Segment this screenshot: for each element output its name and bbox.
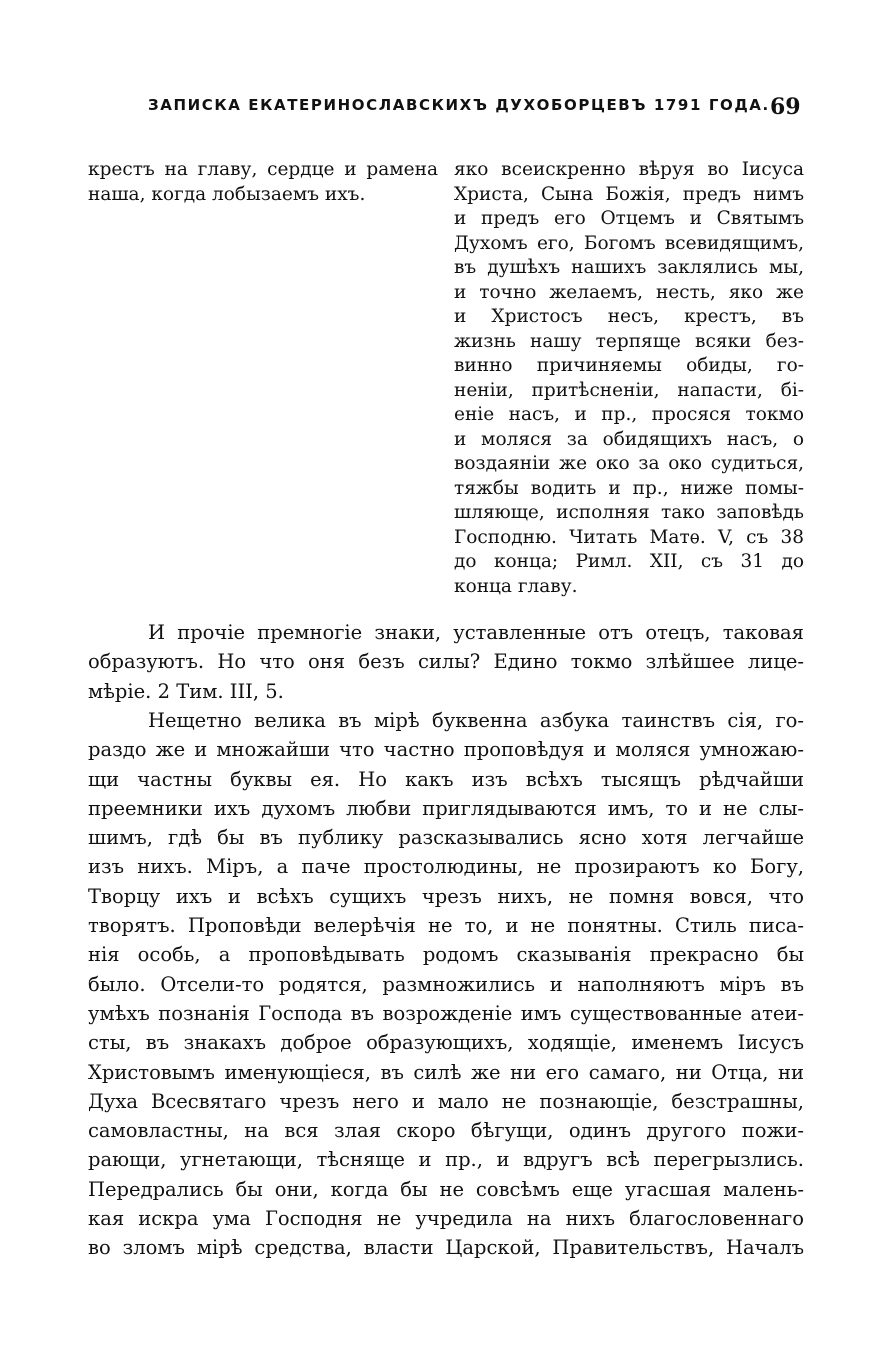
text-line: и предъ его Отцемъ и Святымъ	[454, 208, 804, 229]
text-line: было. Отсели-то родятся, размножились и наполняютъ міръ въ	[88, 972, 804, 996]
text-line: умѣхъ познанія Господа въ возрожденіе имъ существованные атеи-	[88, 1001, 804, 1025]
running-header: ЗАПИСКА ЕКАТЕРИНОСЛАВСКИХЪ ДУХОБОРЦЕВЪ 1791 ГОДА.	[148, 96, 770, 114]
text-line: щи частны буквы ея. Но какъ изъ всѣхъ тысящъ рѣдчайши	[88, 767, 804, 791]
text-line: еніе насъ, и пр., просяся токмо	[454, 404, 804, 425]
text-line: во зломъ мірѣ средства, власти Царской, Правительствъ, Началъ	[88, 1236, 804, 1260]
text-line: самовластны, на вся злая скоро бѣгущи, одинъ другого пожи-	[88, 1119, 804, 1143]
text-line: и моляся за обидящихъ насъ, о	[454, 428, 804, 450]
text-line: и Христосъ несъ, крестъ, въ	[454, 306, 804, 327]
text-line: образуютъ. Но что оня безъ силы? Едино токмо злѣйшее лице-	[88, 650, 804, 674]
text-line: неніи, притѣсненіи, напасти, бі-	[454, 379, 804, 401]
text-line: Духа Всесвятаго чрезъ него и мало не познающіе, безстрашны,	[88, 1089, 804, 1113]
text-line: воздаяніи же око за око судиться,	[454, 453, 804, 474]
paragraph-2	[88, 706, 804, 1263]
text-line: И прочіе премногіе знаки, уставленные отъ отецъ, таковая	[148, 621, 804, 644]
text-line: въ душѣхъ нашихъ заклялись мы,	[454, 257, 804, 278]
text-line: Христовымъ именующіеся, въ силѣ же ни его самаго, ни Отца, ни	[88, 1060, 804, 1084]
text-line: творятъ. Проповѣди велерѣчія не то, и не понятны. Стиль писа-	[88, 914, 804, 938]
text-line: и точно желаемъ, несть, яко же	[454, 281, 804, 303]
text-line: крестъ на главу, сердце и рамена	[88, 159, 438, 180]
text-line: нія особь, а проповѣдывать родомъ сказыванія прекрасно бы	[88, 943, 804, 967]
left-column	[88, 158, 438, 207]
text-line: преемники ихъ духомъ любви приглядываются имъ, то и не слы-	[88, 796, 804, 820]
page-number: 69	[770, 94, 801, 120]
paragraph-1	[88, 618, 804, 706]
text-line: шляюще, исполняя тако заповѣдь	[454, 502, 804, 523]
text-line: Христа, Сына Божія, предъ нимъ	[454, 183, 804, 205]
text-line: рающи, угнетающи, тѣсняще и пр., и вдругъ всѣ перегрызлись.	[88, 1148, 804, 1172]
text-line: кая искра ума Господня не учредила на нихъ благословеннаго	[88, 1207, 804, 1231]
text-line: жизнь нашу терпяще всяки без-	[454, 330, 804, 352]
text-line: яко всеискренно вѣруя во Іисуса	[454, 159, 804, 180]
text-line: тяжбы водить и пр., ниже помы-	[454, 477, 804, 499]
text-line: Нещетно велика въ мірѣ буквенна азбука таинствъ сія, го-	[148, 709, 804, 732]
text-line: мѣріе. 2 Тим. III, 5.	[88, 679, 284, 703]
text-line: Духомъ его, Богомъ всевидящимъ,	[454, 232, 804, 254]
text-line: конца главу.	[454, 575, 578, 597]
text-line: изъ нихъ. Міръ, а паче простолюдины, не прозираютъ ко Богу,	[88, 855, 804, 879]
text-line: Господню. Читать Матѳ. V, съ 38	[454, 526, 804, 548]
text-line: винно причиняемы обиды, го-	[454, 355, 804, 376]
text-line: наша, когда лобызаемъ ихъ.	[88, 183, 366, 205]
right-column	[454, 158, 804, 599]
text-line: Творцу ихъ и всѣхъ сущихъ чрезъ нихъ, не помня вовся, что	[88, 884, 804, 908]
text-line: раздо же и множайши что частно проповѣдуя и моляся умножаю-	[88, 738, 804, 762]
text-line: сты, въ знакахъ доброе образующихъ, ходящіе, именемъ Іисусъ	[88, 1031, 804, 1055]
text-line: шимъ, гдѣ бы въ публику разсказывались ясно хотя легчайше	[88, 826, 804, 850]
text-line: Передрались бы они, когда бы не совсѣмъ еще угасшая малень-	[88, 1177, 804, 1201]
text-line: до конца; Римл. XII, съ 31 до	[454, 551, 804, 572]
